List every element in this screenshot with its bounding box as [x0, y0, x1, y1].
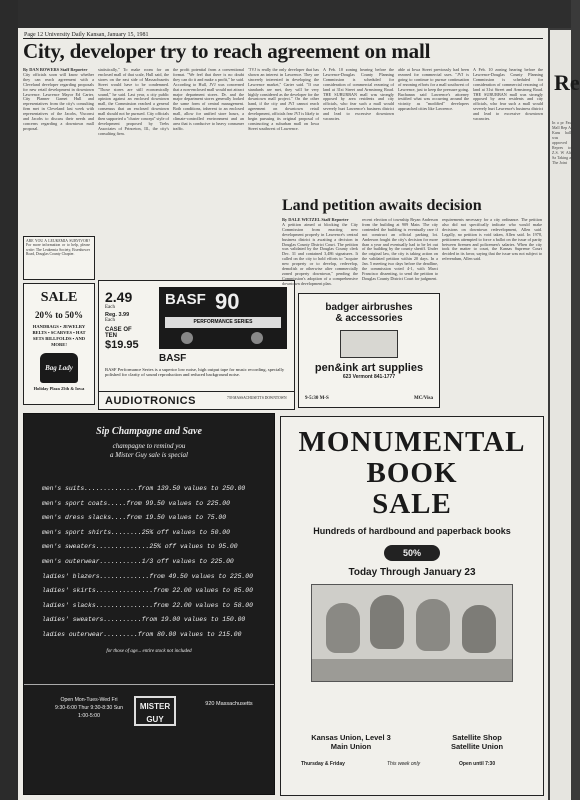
face-icon: [416, 599, 450, 651]
cassette-series: PERFORMANCE SERIES: [165, 317, 281, 328]
leukemia-ad: [23, 236, 95, 280]
cassette-logo: BASF: [165, 291, 206, 308]
price-each: 2.49: [105, 289, 133, 305]
story-column-4: [248, 68, 319, 193]
sale-line: men's suits..............from 139.50 values to 250.00: [42, 485, 246, 492]
top-margin: [18, 0, 571, 28]
basf-tape-ad: [98, 280, 295, 410]
cassette-image: [159, 287, 287, 349]
left-margin: [0, 0, 18, 800]
airbrush-image: [340, 330, 398, 358]
basf-copy: BASF Performance Series is a superior low noise, high output tape for music recording, specially polished for clarity of sound reproduction and reduced background noise.: [105, 367, 285, 378]
hours-right: Open until 7:30: [459, 761, 496, 767]
hours-left: Thursday & Friday: [301, 761, 345, 767]
sale-line: men's sport coats.....from 99.50 values to 225.00: [42, 499, 230, 507]
bag-lady-sale-ad: [23, 283, 95, 405]
story-column-6: [398, 68, 469, 193]
location-main-line-2: Main Union: [330, 742, 372, 751]
regular-price: Reg. 3.99: [105, 312, 130, 318]
sale-line: ladies outerwear.........from 80.00 values to 215.00: [42, 630, 242, 638]
main-headline: City, developer try to reach agreement on mall: [23, 39, 431, 63]
sale-line: men's dress slacks....from 19.50 values to 75.00: [42, 514, 227, 522]
mister-guy-title: Sip Champagne and Save: [96, 426, 202, 437]
mister-guy-logo: MISTER GUY: [134, 696, 176, 726]
badger-line1: badger airbrushes: [325, 302, 413, 313]
audiotronics-logo: AUDIOTRONICS: [105, 395, 196, 407]
location-satellite-line-2: Satellite Union: [450, 742, 504, 751]
book-sale-ad: [280, 416, 544, 796]
mount-rushmore-illustration: [311, 584, 513, 682]
pen-and-ink-ad: [298, 293, 440, 408]
petition-column-1: [282, 218, 358, 290]
basf-prices: [105, 289, 157, 351]
discount-badge: 50%: [384, 545, 440, 561]
story-column-2: [98, 68, 169, 276]
face-icon: [462, 605, 496, 653]
face-icon: [326, 603, 360, 653]
location-satellite: [421, 733, 533, 751]
sale-price-list: [24, 482, 274, 643]
page-folio: Page 12 University Daily Kansan, January 15, 1981: [24, 32, 149, 38]
sale-items: HANDBAGS • JEWELRY BELTS • SCARVES • HAT SETS BILLFOLDS • AND MORE!: [32, 324, 86, 347]
mister-guy-ad: [23, 413, 275, 795]
story-column-7: [473, 68, 543, 193]
case-price: $19.95: [105, 339, 139, 351]
sale-line: men's sport shirts........25% off values to 50.00: [42, 528, 230, 536]
location-main-line-1: Kansas Union, Level 3: [311, 733, 391, 742]
sale-line: ladies' blazers.............from 49.50 values to 225.00: [42, 572, 253, 580]
story-text: A Feb. 10 zoning hearing before the Lawrence-Douglas County Planning Commission is scheduled for consideration of commercial rezoning of land at 31st Street and Armstrong Road. THE SUBURBAN mall was strongly opposed by area residents and city officials, who fear such a mall would severely hurt Lawrence's business district and lead to excessive downtown vacancies.: [473, 67, 543, 122]
book-sale-title-1: MONUMENTAL: [298, 426, 526, 458]
adjacent-page-headline: Re: [554, 70, 580, 95]
story-text: able at Iowa Street previously had been rezoned for commercial uses. "JVJ is going to continue to pursue continuation of rezoning efforts for a mall southwest of Lawrence, just to keep the pressure going. Buchanan said Lawrence's attorney testified what was occurring around the vicinity as "modified" developers approached cities like Lawrence.: [398, 67, 469, 112]
story-column-1: [23, 68, 94, 166]
sale-title: SALE: [40, 290, 78, 305]
cassette-length: 90: [215, 289, 240, 314]
hours-mid: This week only: [387, 761, 421, 767]
petition-text: A petition aimed at blocking the City Commission from enacting new development properly in Lawrence's central business district is awaiting a decision in Douglas County District Court. The petition was validated by the Douglas County clerk Dec. 31 and contained 3,486 signatures. It called on the city to hold efforts to "acquire new property or to develop, redevelop, demolish or otherwise alter commercially zoned property downtown," pending the Commission's adoption of a comprehensive downtown development plan.: [282, 221, 358, 286]
story-text: statistically," To make room for an enclosed mall of that scale, Hull said, the stores on the east side of Massachusetts Street would have to be condemned. "Those stores are still economically sound," he said. Last year, a city public opinion against an enclosed downtown mall, the Commission reached a general consensus that an enclosed downtown mall should not be pursued. City officials then supported a "cluster concept" style of development proposed by Trebs Associates of Princeton, Ill., the city's consulting firm.: [98, 67, 169, 136]
petition-text: recent election of township Bryan Anderson from the building at 909 Main. The city contended the building is eventually rare if not construct an official parking lot. Anderson fought the city's decision for more than a year and eventually had to be let out of the building by the county sheriff. Under the original law, the city is taking action on the validated petition within 20 days. In a Jan. 5 meeting two days before the deadline, the commission voted 4-1, with Marci Francisco dissenting, to send the petition to Douglas County District Court for judgment.: [362, 217, 438, 281]
store-hours: 9-5:30 M-S: [305, 396, 329, 401]
mister-guy-hours: Open Mon-Tues-Wed Fri 9:30-6:00 Thur 9:30-8:30 Sun 1:00-5:00: [55, 697, 123, 719]
mister-guy-subtitle-2: a Mister Guy sale is special: [110, 451, 188, 459]
store-address: 623 Vermont 841-1777: [342, 374, 396, 380]
basf-logo: BASF: [159, 353, 187, 364]
audiotronics-footer: [99, 391, 294, 410]
story-text: City officials soon will know whether they can reach agreement with a Cleveland developer regarding proposals for new retail development in downtown Lawrence. Lawrence Mayor Ed Carter, City Planner Garnet Hull and representatives from the city's consulting firm met in Cleveland last week with representatives of the Jacobs, Visconsi and Jacobs to discuss their needs and concerns regarding a downtown mall proposal.: [23, 71, 94, 131]
sale-line: ladies' skirts...............from 22.00 values to 85.00: [42, 587, 253, 595]
sale-address: Holiday Plaza 25th & Iowa: [33, 386, 85, 391]
petition-headline: Land petition awaits decision: [282, 197, 482, 214]
mister-guy-subtitle-1: champagne to remind you: [112, 442, 186, 450]
story-column-3: [173, 68, 244, 276]
byline: By DAN BOWERS Staff Reporter: [23, 67, 88, 72]
book-sale-title-3: SALE: [372, 488, 452, 520]
petition-column-2: [362, 218, 438, 290]
sale-percent: 20% to 50%: [35, 310, 83, 320]
regular-price-label: Each: [105, 318, 115, 323]
price-each-label: Each: [105, 305, 115, 310]
location-satellite-line-1: Satellite Shop: [452, 733, 502, 742]
adjacent-page: [550, 30, 580, 800]
audiotronics-address: 739 MASSACHUSETTS DOWNTOWN: [227, 396, 287, 400]
reel-icon: [181, 332, 193, 344]
bag-logo: Bag Lady: [40, 353, 78, 383]
adjacent-page-text: In a pr Fas Mall Rep A Kans hall was approved Repres to Z.S. W Alt Sa Taking a The Joint: [552, 120, 571, 165]
store-name: pen&ink art supplies: [314, 362, 424, 374]
mister-guy-fine-print: for those of age... entire stock not included: [106, 648, 192, 654]
leukemia-ad-text: ARE YOU A LEUKEMIA SURVIVOR? For more information or to help, please write: The Leukemia Society, Eisenhower Road, Douglas County Chapter.: [26, 239, 90, 257]
case-label: CASE OF TEN: [105, 327, 132, 339]
book-pile: [312, 659, 512, 681]
badger-line2: & accessories: [335, 313, 403, 324]
sale-line: ladies' slacks...............from 22.00 values to 58.00: [42, 601, 253, 609]
reel-icon: [251, 332, 263, 344]
store-cards: MC/Visa: [414, 396, 433, 401]
divider: [24, 684, 274, 685]
story-text: the profit potential from a conventional format. "We feel that there is no doubt they can do it and make a profit," he said. According to Hull, JVJ was concerned that a non-enclosed mall would not attract major department stores. Dr. and the major department stores generally looked the same form of central management. Both conditions, inherent to an enclosed mall, allow for unified store hours, a climate-controlled environment and an area that is conducive to heavy consumer traffic.: [173, 67, 244, 131]
book-sale-subtitle: Hundreds of hardbound and paperback books: [313, 526, 511, 536]
book-sale-title-2: BOOK: [366, 457, 458, 489]
petition-byline: By DALE WETZEL Staff Reporter: [282, 217, 349, 222]
petition-text: requirements necessary for a city ordinance. The petition also did not specifically indicate who would make decisions on downtown redevelopment, Allen said. Legally, no petition is void taken, Allen said. In 1978, petitioners attempted to force a ballot on the issue of parity between firemen and policemen's salaries. When the city took the matter to court, the Kansas Supreme Court decided in its favor, saying that the issue was not subject to referendum, Allen said.: [442, 217, 542, 262]
newspaper-page: [18, 28, 548, 800]
story-text: "JVJ is really the only developer that has shown an interest in Lawrence. They are sincerely interested in developing the Lawrence market," Carter said. "If our standards are met, they will be very highly considered as the developer for the downtown mall project." On the other hand, if the city and JVJ cannot reach agreement on downtown retail development, officials fear JVJ is likely to begin pursuing its original proposal of constructing a suburban mall on Iowa Street southwest of Lawrence.: [248, 67, 319, 131]
sale-line: men's outerwear...........1/3 off values to 225.00: [42, 557, 234, 565]
story-column-5: [323, 68, 394, 193]
sale-line: men's sweaters..............25% off values to 95.00: [42, 543, 238, 551]
sale-line: ladies' sweaters..........from 19.00 values to 150.00: [42, 616, 246, 624]
mister-guy-address: 920 Massachusetts: [205, 701, 253, 707]
petition-column-3: [442, 218, 542, 408]
story-text: A Feb. 10 zoning hearing before the Lawrence-Douglas County Planning Commission is scheduled for consideration of commercial rezoning of land at 31st Street and Armstrong Road. THE SUBURBAN mall was strongly opposed by area residents and city officials, who fear such a mall would severely hurt Lawrence's business district and lead to excessive downtown vacancies.: [323, 67, 394, 122]
face-icon: [370, 595, 404, 649]
book-sale-dates: Today Through January 23: [348, 567, 476, 578]
location-main: [291, 733, 411, 751]
